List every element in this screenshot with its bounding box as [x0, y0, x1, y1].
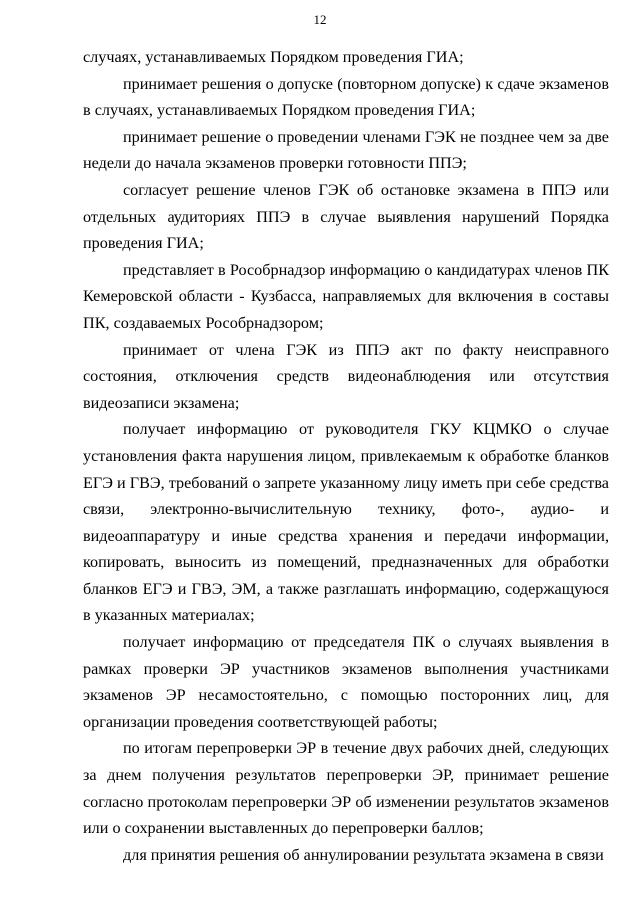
paragraph-2: принимает решения о допуске (повторном допуске) к сдаче экзаменов в случаях, устанавливаемых Порядком проведения ГИА; [83, 74, 609, 120]
paragraph-8: получает информацию от председателя ПК о случаях выявления в рамках проверки ЭР участников экзаменов выполнения участниками экзаменов ЭР несамостоятельно, с помощью посторонних лиц, для организации проведения соответствующей работы; [83, 633, 609, 731]
page-number: 12 [313, 12, 327, 27]
paragraph-4: согласует решение членов ГЭК об остановке экзамена в ППЭ или отдельных аудиториях ППЭ в случае выявления нарушений Порядка проведения ГИА; [83, 180, 609, 253]
paragraph-3: принимает решение о проведении членами ГЭК не позднее чем за две недели до начала экзаменов проверки готовности ППЭ; [83, 127, 609, 173]
paragraph-1: случаях, устанавливаемых Порядком проведения ГИА; [83, 48, 464, 66]
paragraph-6: принимает от члена ГЭК из ППЭ акт по факту неисправного состояния, отключения средств видеонаблюдения или отсутствия видеозаписи экзамена; [83, 340, 609, 412]
document-body [83, 44, 609, 868]
paragraph-5: представляет в Рособрнадзор информацию о кандидатурах членов ПК Кемеровской области - Кузбасса, направляемых для включения в составы ПК, создаваемых Рособрнадзором; [83, 260, 609, 332]
paragraph-9: по итогам перепроверки ЭР в течение двух рабочих дней, следующих за днем получения результатов перепроверки ЭР, принимает решение согласно протоколам перепроверки ЭР об изменении результатов экзаменов или о сохранении выставленных до перепроверки баллов; [83, 739, 609, 838]
paragraph-10: для принятия решения об аннулировании результата экзамена в связи [123, 845, 604, 864]
paragraph-7: получает информацию от руководителя ГКУ КЦМКО о случае установления факта нарушения лицом, привлекаемым к обработке бланков ЕГЭ и ГВЭ, требований о запрете указанному лицу иметь при себе средства связи, электронно-вычислительную технику, фото-, аудио- и видеоаппаратуру и иные средства хранения и передачи информации, копировать, выносить из помещений, предназначенных для обработки бланков ЕГЭ и ГВЭ, ЭМ, а также разглашать информацию, содержащуюся в указанных материалах; [83, 420, 609, 625]
